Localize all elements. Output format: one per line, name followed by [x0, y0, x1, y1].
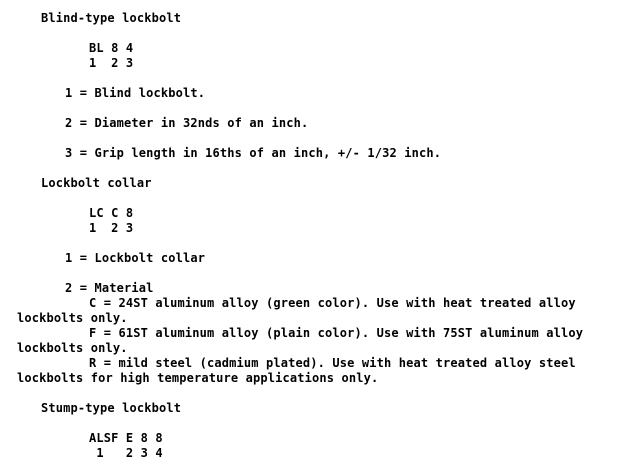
- part-code-stump-type: ALSF E 8 8: [89, 431, 163, 445]
- legend-item-blind-3: 3 = Grip length in 16ths of an inch, +/- 1/32 inch.: [65, 146, 442, 160]
- material-option-r-continuation: lockbolts for high temperature applications only.: [17, 371, 379, 385]
- section-heading-blind-type: Blind-type lockbolt: [41, 11, 182, 25]
- part-code-blind-type: BL 8 4: [89, 41, 134, 55]
- legend-item-blind-2: 2 = Diameter in 32nds of an inch.: [65, 116, 309, 130]
- material-option-f-continuation: lockbolts only.: [17, 341, 128, 355]
- material-option-r: R = mild steel (cadmium plated). Use with heat treated alloy steel: [89, 356, 576, 370]
- part-code-index-blind-type: 1 2 3: [89, 56, 134, 70]
- material-option-f: F = 61ST aluminum alloy (plain color). Use with 75ST aluminum alloy: [89, 326, 584, 340]
- legend-item-blind-1: 1 = Blind lockbolt.: [65, 86, 206, 100]
- part-code-index-collar: 1 2 3: [89, 221, 134, 235]
- legend-item-collar-2: 2 = Material: [65, 281, 154, 295]
- material-option-c: C = 24ST aluminum alloy (green color). Use with heat treated alloy: [89, 296, 576, 310]
- material-option-c-continuation: lockbolts only.: [17, 311, 128, 325]
- section-heading-stump-type: Stump-type lockbolt: [41, 401, 182, 415]
- section-heading-collar: Lockbolt collar: [41, 176, 152, 190]
- part-code-collar: LC C 8: [89, 206, 134, 220]
- part-code-index-stump-type: 1 2 3 4: [89, 446, 163, 460]
- legend-item-collar-1: 1 = Lockbolt collar: [65, 251, 206, 265]
